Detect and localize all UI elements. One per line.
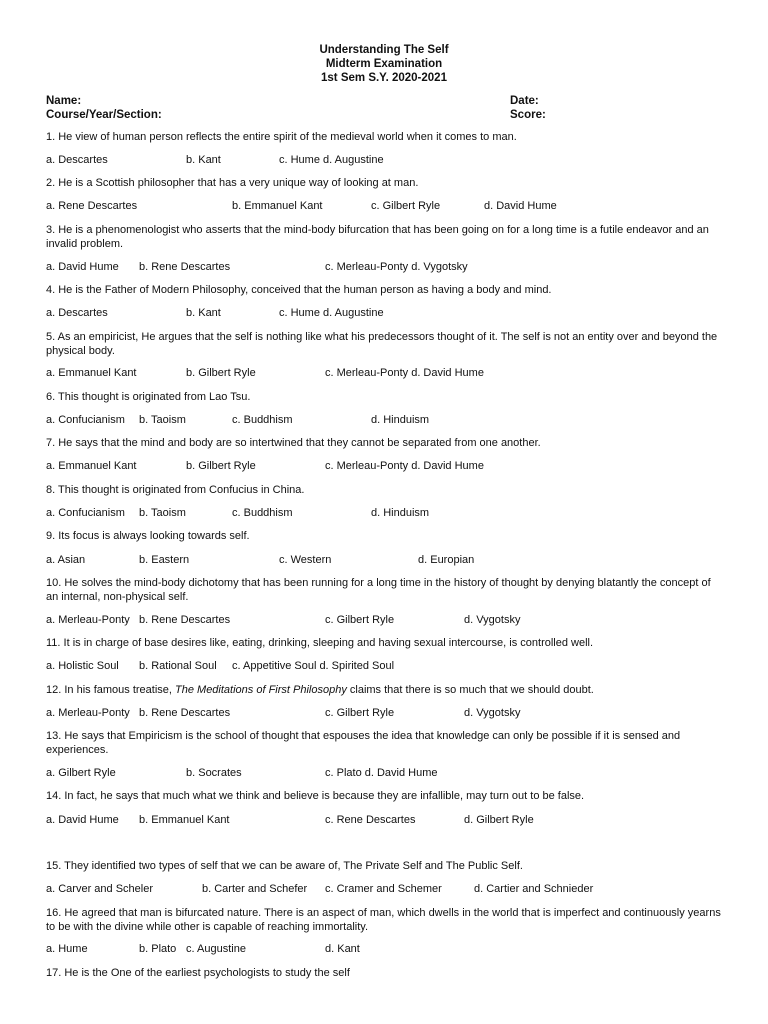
option-c: c. Hume d. Augustine [279,154,384,166]
option-b: b. Emmanuel Kant [232,200,323,212]
option-b: b. Gilbert Ryle [186,460,256,472]
option-b: b. Socrates [186,767,242,779]
course-label: Course/Year/Section: [46,109,162,121]
option-a: a. David Hume [46,814,119,826]
option-d: d. Hinduism [371,414,430,426]
option-a: a. Merleau-Ponty [46,614,130,626]
exam-semester: 1st Sem S.Y. 2020-2021 [321,72,447,84]
question-16: 16. He agreed that man is bifurcated nature. There is an aspect of man, which dwells in the world that is imperfect and continuously yearns to be with the divine while other is capable of reaching immortality. [46,907,721,933]
question-7: 7. He says that the mind and body are so intertwined that they cannot be separated from one another. [46,437,541,449]
option-b: b. Kant [186,307,221,319]
option-c: c. Plato d. David Hume [325,767,438,779]
treatise-title: The Meditations of First Philosophy [175,684,347,696]
option-a: a. Descartes [46,307,108,319]
option-c: c. Merleau-Ponty d. David Hume [325,460,484,472]
option-c: c. Buddhism [232,414,293,426]
option-a: a. David Hume [46,261,119,273]
option-d: d. Hinduism [371,507,430,519]
option-d: d. Vygotsky [464,707,521,719]
option-b: b. Carter and Schefer [202,883,308,895]
option-b: b. Emmanuel Kant [139,814,230,826]
option-a: a. Carver and Scheler [46,883,153,895]
question-2: 2. He is a Scottish philosopher that has a very unique way of looking at man. [46,177,419,189]
question-15: 15. They identified two types of self that we can be aware of, The Private Self and The Public Self. [46,860,523,872]
option-d: d. Europian [418,554,475,566]
question-1: 1. He view of human person reflects the entire spirit of the medieval world when it comes to man. [46,131,517,143]
option-c: c. Hume d. Augustine [279,307,384,319]
option-b: b. Rene Descartes [139,614,231,626]
question-9: 9. Its focus is always looking towards self. [46,530,250,542]
name-label: Name: [46,95,82,107]
option-b: b. Taoism [139,507,186,519]
option-d: d. David Hume [484,200,557,212]
option-a: a. Emmanuel Kant [46,367,137,379]
exam-subtitle: Midterm Examination [325,58,443,70]
option-b: b. Rational Soul [139,660,217,672]
option-b: b. Eastern [139,554,190,566]
option-a: a. Confucianism [46,507,125,519]
question-12 [46,684,724,698]
question-14: 14. In fact, he says that much what we think and believe is because they are infallible, may turn out to be false. [46,790,585,802]
question-3: 3. He is a phenomenologist who asserts that the mind-body bifurcation that has been going on for a long time is a futile endeavor and an invalid problem. [46,224,709,250]
option-c: c. Gilbert Ryle [325,614,395,626]
option-d: d. Kant [325,943,360,955]
option-c: c. Gilbert Ryle [325,707,395,719]
option-c: c. Gilbert Ryle [371,200,441,212]
option-a: a. Asian [46,554,86,566]
question-6: 6. This thought is originated from Lao Tsu. [46,391,251,403]
option-c: c. Buddhism [232,507,293,519]
option-b: b. Rene Descartes [139,261,231,273]
question-8: 8. This thought is originated from Confucius in China. [46,484,305,496]
option-d: d. Vygotsky [464,614,521,626]
option-d: d. Gilbert Ryle [464,814,534,826]
option-a: a. Merleau-Ponty [46,707,130,719]
option-a: a. Descartes [46,154,108,166]
question-12-text: 12. In his famous treatise, [46,684,176,696]
option-b: b. Rene Descartes [139,707,231,719]
option-a: a. Hume [46,943,88,955]
option-a: a. Emmanuel Kant [46,460,137,472]
option-c: c. Rene Descartes [325,814,416,826]
option-b: b. Taoism [139,414,186,426]
question-13: 13. He says that Empiricism is the school of thought that espouses the idea that knowledge can only be possible if it is sensed and experiences. [46,730,681,756]
option-d: d. Cartier and Schnieder [474,883,594,895]
option-c: c. Appetitive Soul d. Spirited Soul [232,660,395,672]
question-11: 11. It is in charge of base desires like, eating, drinking, sleeping and having sexual intercourse, is controlled well. [46,637,594,649]
question-5: 5. As an empiricist, He argues that the self is nothing like what his predecessors thought of it. The self is not an entity over and beyond the physical body. [46,331,718,357]
option-a: a. Holistic Soul [46,660,119,672]
option-c: c. Cramer and Schemer [325,883,442,895]
option-c: c. Augustine [186,943,246,955]
question-10: 10. He solves the mind-body dichotomy that has been running for a long time in the history of thought by denying blatantly the concept of an internal, non-physical self. [46,577,711,603]
exam-title: Understanding The Self [319,44,449,56]
question-12-text-end: claims that there is so much that we should doubt. [346,684,594,696]
option-b: b. Kant [186,154,221,166]
option-c: c. Western [279,554,332,566]
option-a: a. Gilbert Ryle [46,767,116,779]
option-a: a. Confucianism [46,414,125,426]
option-c: c. Merleau-Ponty d. David Hume [325,367,484,379]
option-a: a. Rene Descartes [46,200,138,212]
question-17: 17. He is the One of the earliest psychologists to study the self [46,967,350,979]
question-4: 4. He is the Father of Modern Philosophy, conceived that the human person as having a body and mind. [46,284,552,296]
score-label: Score: [510,109,546,121]
option-c: c. Merleau-Ponty d. Vygotsky [325,261,468,273]
option-b: b. Gilbert Ryle [186,367,256,379]
date-label: Date: [510,95,539,107]
option-b: b. Plato [139,943,177,955]
